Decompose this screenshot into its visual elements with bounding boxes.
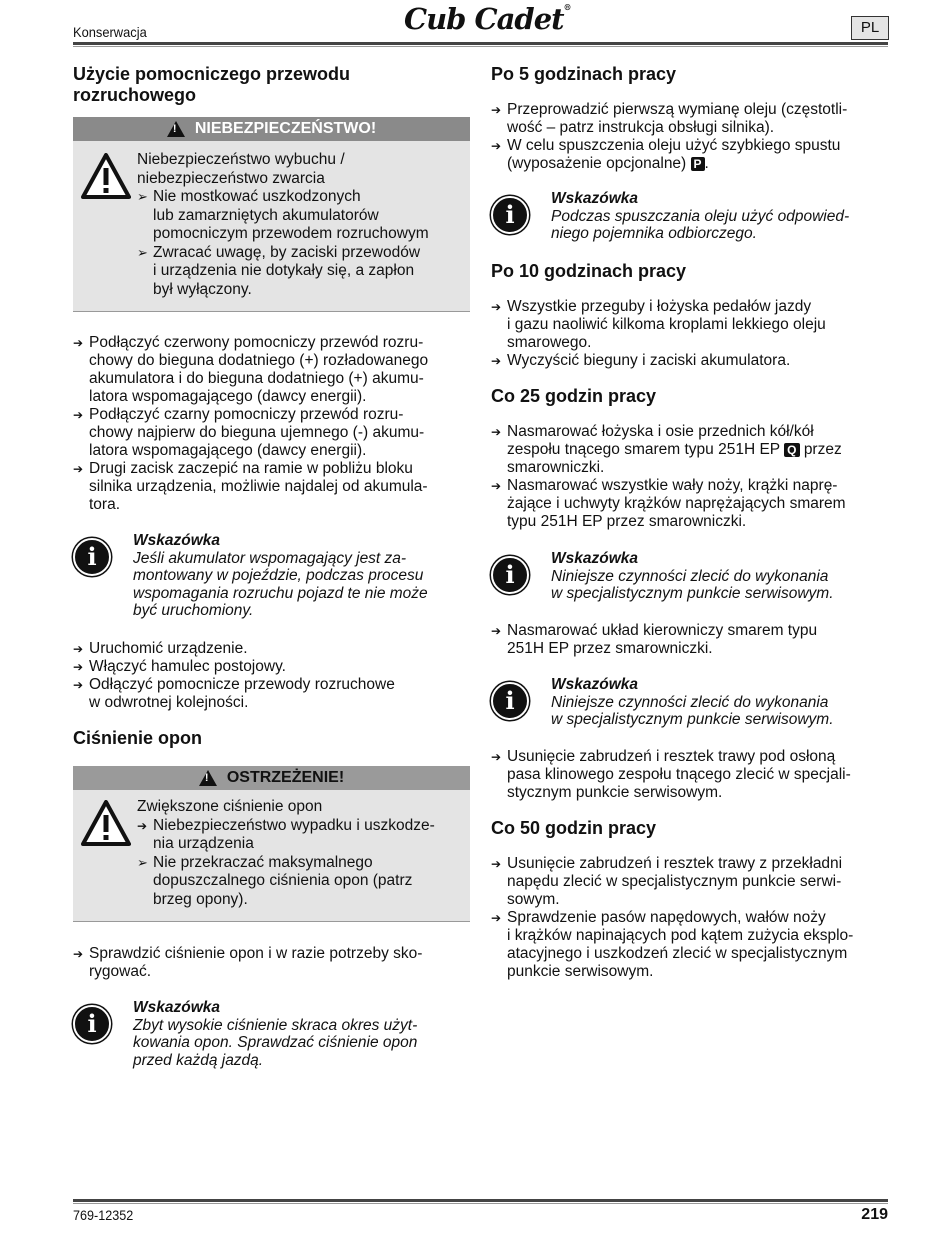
list-item: ➔ Nasmarować wszystkie wały noży, krążki naprę- żające i uchwyty krążków naprężających smarem typu 251H EP przez smarowniczki. [491,477,886,531]
warning-box: ! OSTRZEŻENIE! Zwiększone ciśnienie opon ➔ Niebezpieczeństwo wypadku i uszkodze- nia urządzenia ➢ Nie przekraczać maksymalnego dopuszczalnego ciśnienia opon (patrz brzeg opony). [73,766,470,922]
warning-header: ! OSTRZEŻENIE! [73,766,470,790]
list-item: ➔ Nasmarować łożyska i osie przednich kół/kół zespołu tnącego smarem typu 251H EP Q przez smarowniczki. [491,423,886,477]
list-item: ➔ Sprawdzenie pasów napędowych, wałów noży i krążków napinających pod kątem zużycia eksplo- atacyjnego i uszkodzeń zlecić w specjalistycznym punkcie serwisowym. [491,909,886,981]
right-25h-c [491,748,886,802]
warning-triangle-icon [167,121,185,137]
section-title: Konserwacja [73,24,147,40]
key-q-badge: Q [784,443,799,457]
right-25h [491,386,886,531]
list-item: ➔ Usunięcie zabrudzeń i resztek trawy z przekładni napędu zlecić w specjalistycznym punkcie serwi- sowym. [491,855,886,909]
jump-steps [73,334,468,514]
danger-box: ! NIEBEZPIECZEŃSTWO! Niebezpieczeństwo wybuchu / niebezpieczeństwo zwarcia ➢ Nie mostkować uszkodzonych lub zamarzniętych akumulatorów pomocniczym przewodem rozruchowym ➢ Zwracać uwagę, by zaciski przewodów i urządzenia nie dotykały się, a zapłon był wyłączony. [73,117,470,312]
jump-start-heading: Użycie pomocniczego przewodu rozruchowego [73,64,351,105]
page-number: 219 [861,1206,888,1223]
list-item: ➔ Podłączyć czarny pomocniczy przewód rozru- chowy najpierw do bieguna ujemnego (-) akumu- latora wspomagającego (dawcy energii). [73,406,468,460]
warning-triangle-icon [199,770,217,786]
note-box: i Wskazówka Niniejsze czynności zlecić do wykonania w specjalistycznym punkcie serwisowym. [491,550,891,603]
section-heading: Co 50 godzin pracy [491,818,657,838]
note-box: i Wskazówka Jeśli akumulator wspomagający jest za- montowany w pojeździe, podczas procesu wspomagania rozruchu pojazd te nie może być uruchomiony. [73,532,473,620]
document-number: 769-12352 [73,1207,134,1223]
info-icon: i [73,1005,111,1043]
info-icon: i [491,682,529,720]
info-icon: i [73,538,111,576]
info-icon: i [491,196,529,234]
jump-steps-2 [73,640,468,712]
language-badge: PL [851,16,889,40]
danger-item: ➢ Nie mostkować uszkodzonych lub zamarzniętych akumulatorów pomocniczym przewodem rozruchowym [137,188,462,244]
list-item: ➔ Wszystkie przeguby i łożyska pedałów jazdy i gazu naoliwić kilkoma kroplami lekkiego oleju smarowego. [491,298,886,352]
right-50h [491,818,886,981]
list-item: ➔ Drugi zacisk zaczepić na ramie w pobliżu bloku silnika urządzenia, możliwie najdalej od akumula- tora. [73,460,468,514]
footer-rule-thin [73,1203,888,1204]
right-column [491,64,886,173]
list-item: ➔ Włączyć hamulec postojowy. [73,658,468,676]
list-item: ➔ Wyczyścić bieguny i zaciski akumulatora. [491,352,886,370]
warning-item: ➔ Niebezpieczeństwo wypadku i uszkodze- nia urządzenia [137,817,462,854]
footer-rule [73,1199,888,1202]
key-p-badge: P [691,157,705,171]
section-heading: Po 5 godzinach pracy [491,64,677,84]
note-box: i Wskazówka Podczas spuszczania oleju użyć odpowied- niego pojemnika odbiorczego. [491,190,891,243]
section-heading: Co 25 godzin pracy [491,386,657,406]
warning-item: ➢ Nie przekraczać maksymalnego dopuszczalnego ciśnienia opon (patrz brzeg opony). [137,854,462,910]
info-icon: i [491,556,529,594]
tire-steps [73,945,468,981]
brand-logo: Cub Cadet® [404,2,571,36]
tire-heading: Ciśnienie opon [73,728,203,748]
right-25h-b [491,622,886,658]
danger-header: ! NIEBEZPIECZEŃSTWO! [73,117,470,141]
list-item: ➔ Usunięcie zabrudzeń i resztek trawy pod osłoną pasa klinowego zespołu tnącego zlecić w specjali- stycznym punkcie serwisowym. [491,748,886,802]
warning-triangle-icon [81,800,131,846]
list-item: ➔ Przeprowadzić pierwszą wymianę oleju (częstotli- wość – patrz instrukcja obsługi silnika). [491,101,886,137]
list-item: ➔ Podłączyć czerwony pomocniczy przewód rozru- chowy do bieguna dodatniego (+) rozładowanego akumulatora i do bieguna dodatniego (+) akumu- latora wspomagającego (dawcy energii). [73,334,468,406]
note-box: i Wskazówka Niniejsze czynności zlecić do wykonania w specjalistycznym punkcie serwisowym. [491,676,891,729]
section-heading: Po 10 godzinach pracy [491,261,687,281]
note-box: i Wskazówka Zbyt wysokie ciśnienie skraca okres użyt- kowania opon. Sprawdzać ciśnienie opon przed każdą jazdą. [73,999,473,1069]
header-rule-thin [73,46,888,47]
right-10h [491,261,886,370]
list-item: ➔ Odłączyć pomocnicze przewody rozruchowe w odwrotnej kolejności. [73,676,468,712]
list-item: ➔ Nasmarować układ kierowniczy smarem typu 251H EP przez smarowniczki. [491,622,886,658]
header-rule [73,42,888,45]
list-item: ➔ Sprawdzić ciśnienie opon i w razie potrzeby sko- rygować. [73,945,468,981]
list-item: ➔ W celu spuszczenia oleju użyć szybkiego spustu (wyposażenie opcjonalne) P . [491,137,886,173]
warning-triangle-icon [81,153,131,199]
list-item: ➔ Uruchomić urządzenie. [73,640,468,658]
danger-item: ➢ Zwracać uwagę, by zaciski przewodów i urządzenia nie dotykały się, a zapłon był wyłączony. [137,244,462,300]
